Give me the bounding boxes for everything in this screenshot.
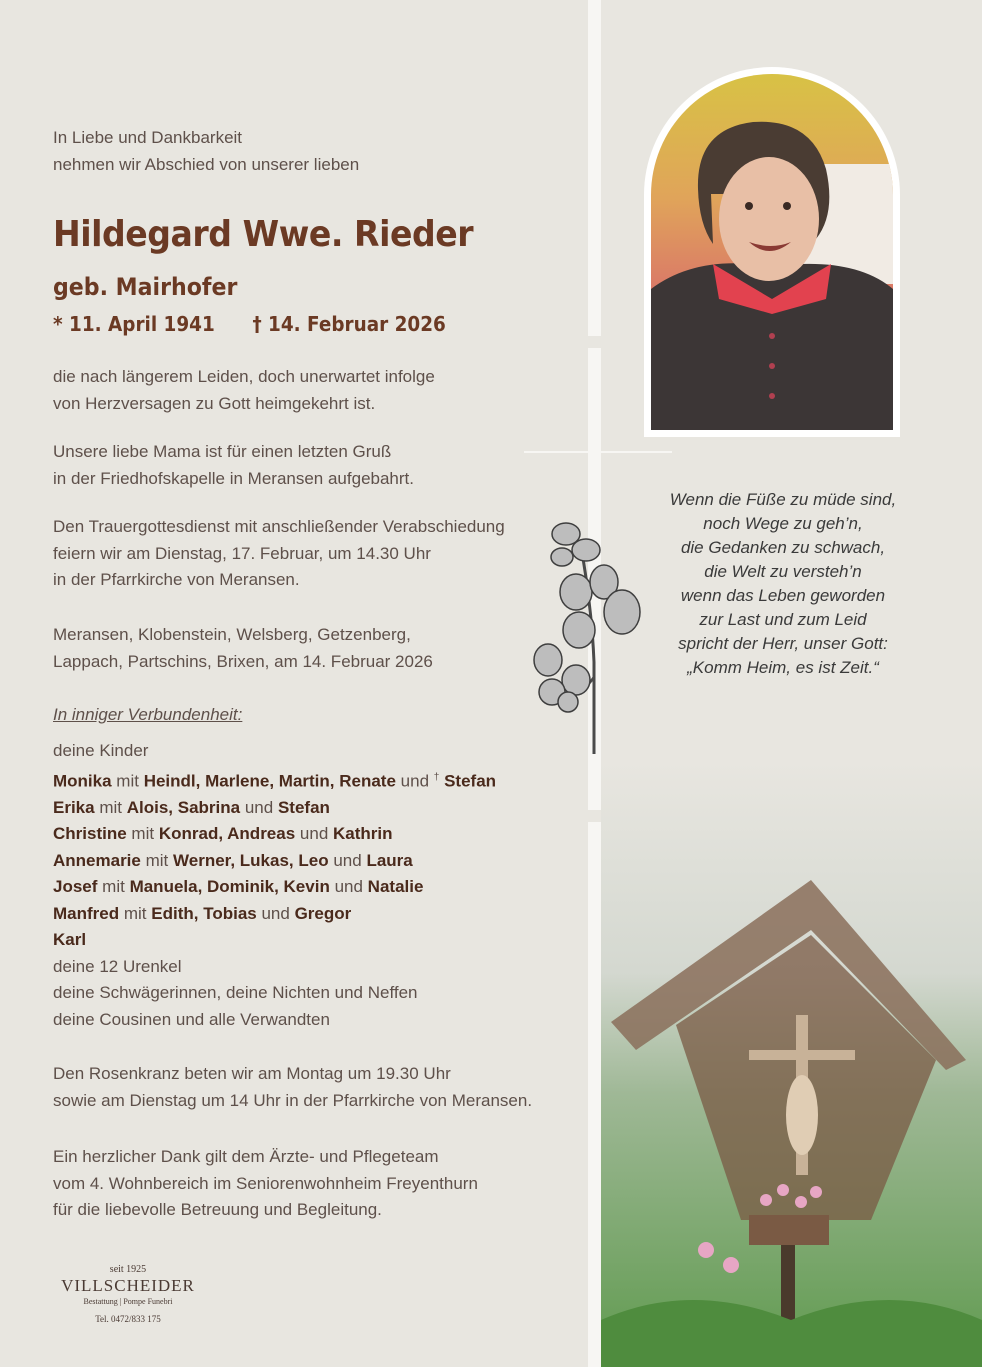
portrait-photo <box>651 74 893 430</box>
maiden-name: geb. Mairhofer <box>53 273 238 301</box>
poem: Wenn die Füße zu müde sind, noch Wege zu geh’n, die Gedanken zu schwach, die Welt zu versteh’n wenn das Leben geworden zur Last und zum Leid spricht der Herr, unser Gott: „Komm Heim, es ist Zeit.“ <box>669 490 897 677</box>
list-item: Karl <box>53 930 87 950</box>
list-item: Erika mit Alois, Sabrina und Stefan <box>53 797 330 817</box>
portrait-icon <box>651 74 893 430</box>
list-item: Josef mit Manuela, Dominik, Kevin und Natalie <box>53 877 424 897</box>
paragraph-thanks: Ein herzlicher Dank gilt dem Ärzte- und Pflegeteam vom 4. Wohnbereich im Seniorenwohnheim Freyenthurn für die liebevolle Betreuung und Begleitung. <box>53 1147 478 1219</box>
flower-icon <box>524 512 648 754</box>
divider-break <box>588 810 601 822</box>
divider-break <box>588 336 601 348</box>
list-item: deine Cousinen und alle Verwandten <box>53 1009 330 1029</box>
deceased-name: Hildegard Wwe. Rieder <box>53 214 474 255</box>
list-item: Annemarie mit Werner, Lukas, Leo und Laura <box>53 850 413 870</box>
wayside-shrine-icon <box>601 760 982 1367</box>
paragraph-rosary: Den Rosenkranz beten wir am Montag um 19.30 Uhr sowie am Dienstag um 14 Uhr in der Pfarrkirche von Meransen. <box>53 1064 533 1110</box>
life-dates <box>53 312 446 336</box>
paragraph-passing: die nach längerem Leiden, doch unerwartet infolge von Herzversagen zu Gott heimgekehrt ist. <box>53 367 435 413</box>
birth-date: * 11. April 1941 <box>53 312 215 336</box>
list-item: Manfred mit Edith, Tobias und Gregor <box>53 903 352 923</box>
list-item: deine 12 Urenkel <box>53 956 182 976</box>
family-heading: In inniger Verbundenheit: <box>53 705 243 724</box>
funeral-home-logo: seit 1925 VILLSCHEIDER Bestattung | Pompe Funebri Tel. 0472/833 175 <box>61 1264 195 1324</box>
wayside-shrine-image <box>601 760 982 1367</box>
paragraph-viewing: Unsere liebe Mama ist für einen letzten Gruß in der Friedhofskapelle in Meransen aufgebahrt. <box>53 442 414 488</box>
intro-text: In Liebe und Dankbarkeit nehmen wir Abschied von unserer lieben <box>53 128 360 174</box>
list-item: Monika mit Heindl, Marlene, Martin, Renate und † Stefan <box>53 771 497 791</box>
paragraph-funeral-service: Den Trauergottesdienst mit anschließender Verabschiedung feiern wir am Dienstag, 17. Februar, um 14.30 Uhr in der Pfarrkirche von Meransen. <box>53 517 505 589</box>
list-item: deine Kinder <box>53 741 149 760</box>
paragraph-place-date: Meransen, Klobenstein, Welsberg, Getzenberg, Lappach, Partschins, Brixen, am 14. Februar 2026 <box>53 625 433 671</box>
list-item: Christine mit Konrad, Andreas und Kathrin <box>53 824 393 844</box>
cross-bar <box>524 451 672 453</box>
death-date: † 14. Februar 2026 <box>252 312 446 336</box>
list-item: deine Schwägerinnen, deine Nichten und Neffen <box>53 983 418 1003</box>
family-list <box>53 738 496 1033</box>
